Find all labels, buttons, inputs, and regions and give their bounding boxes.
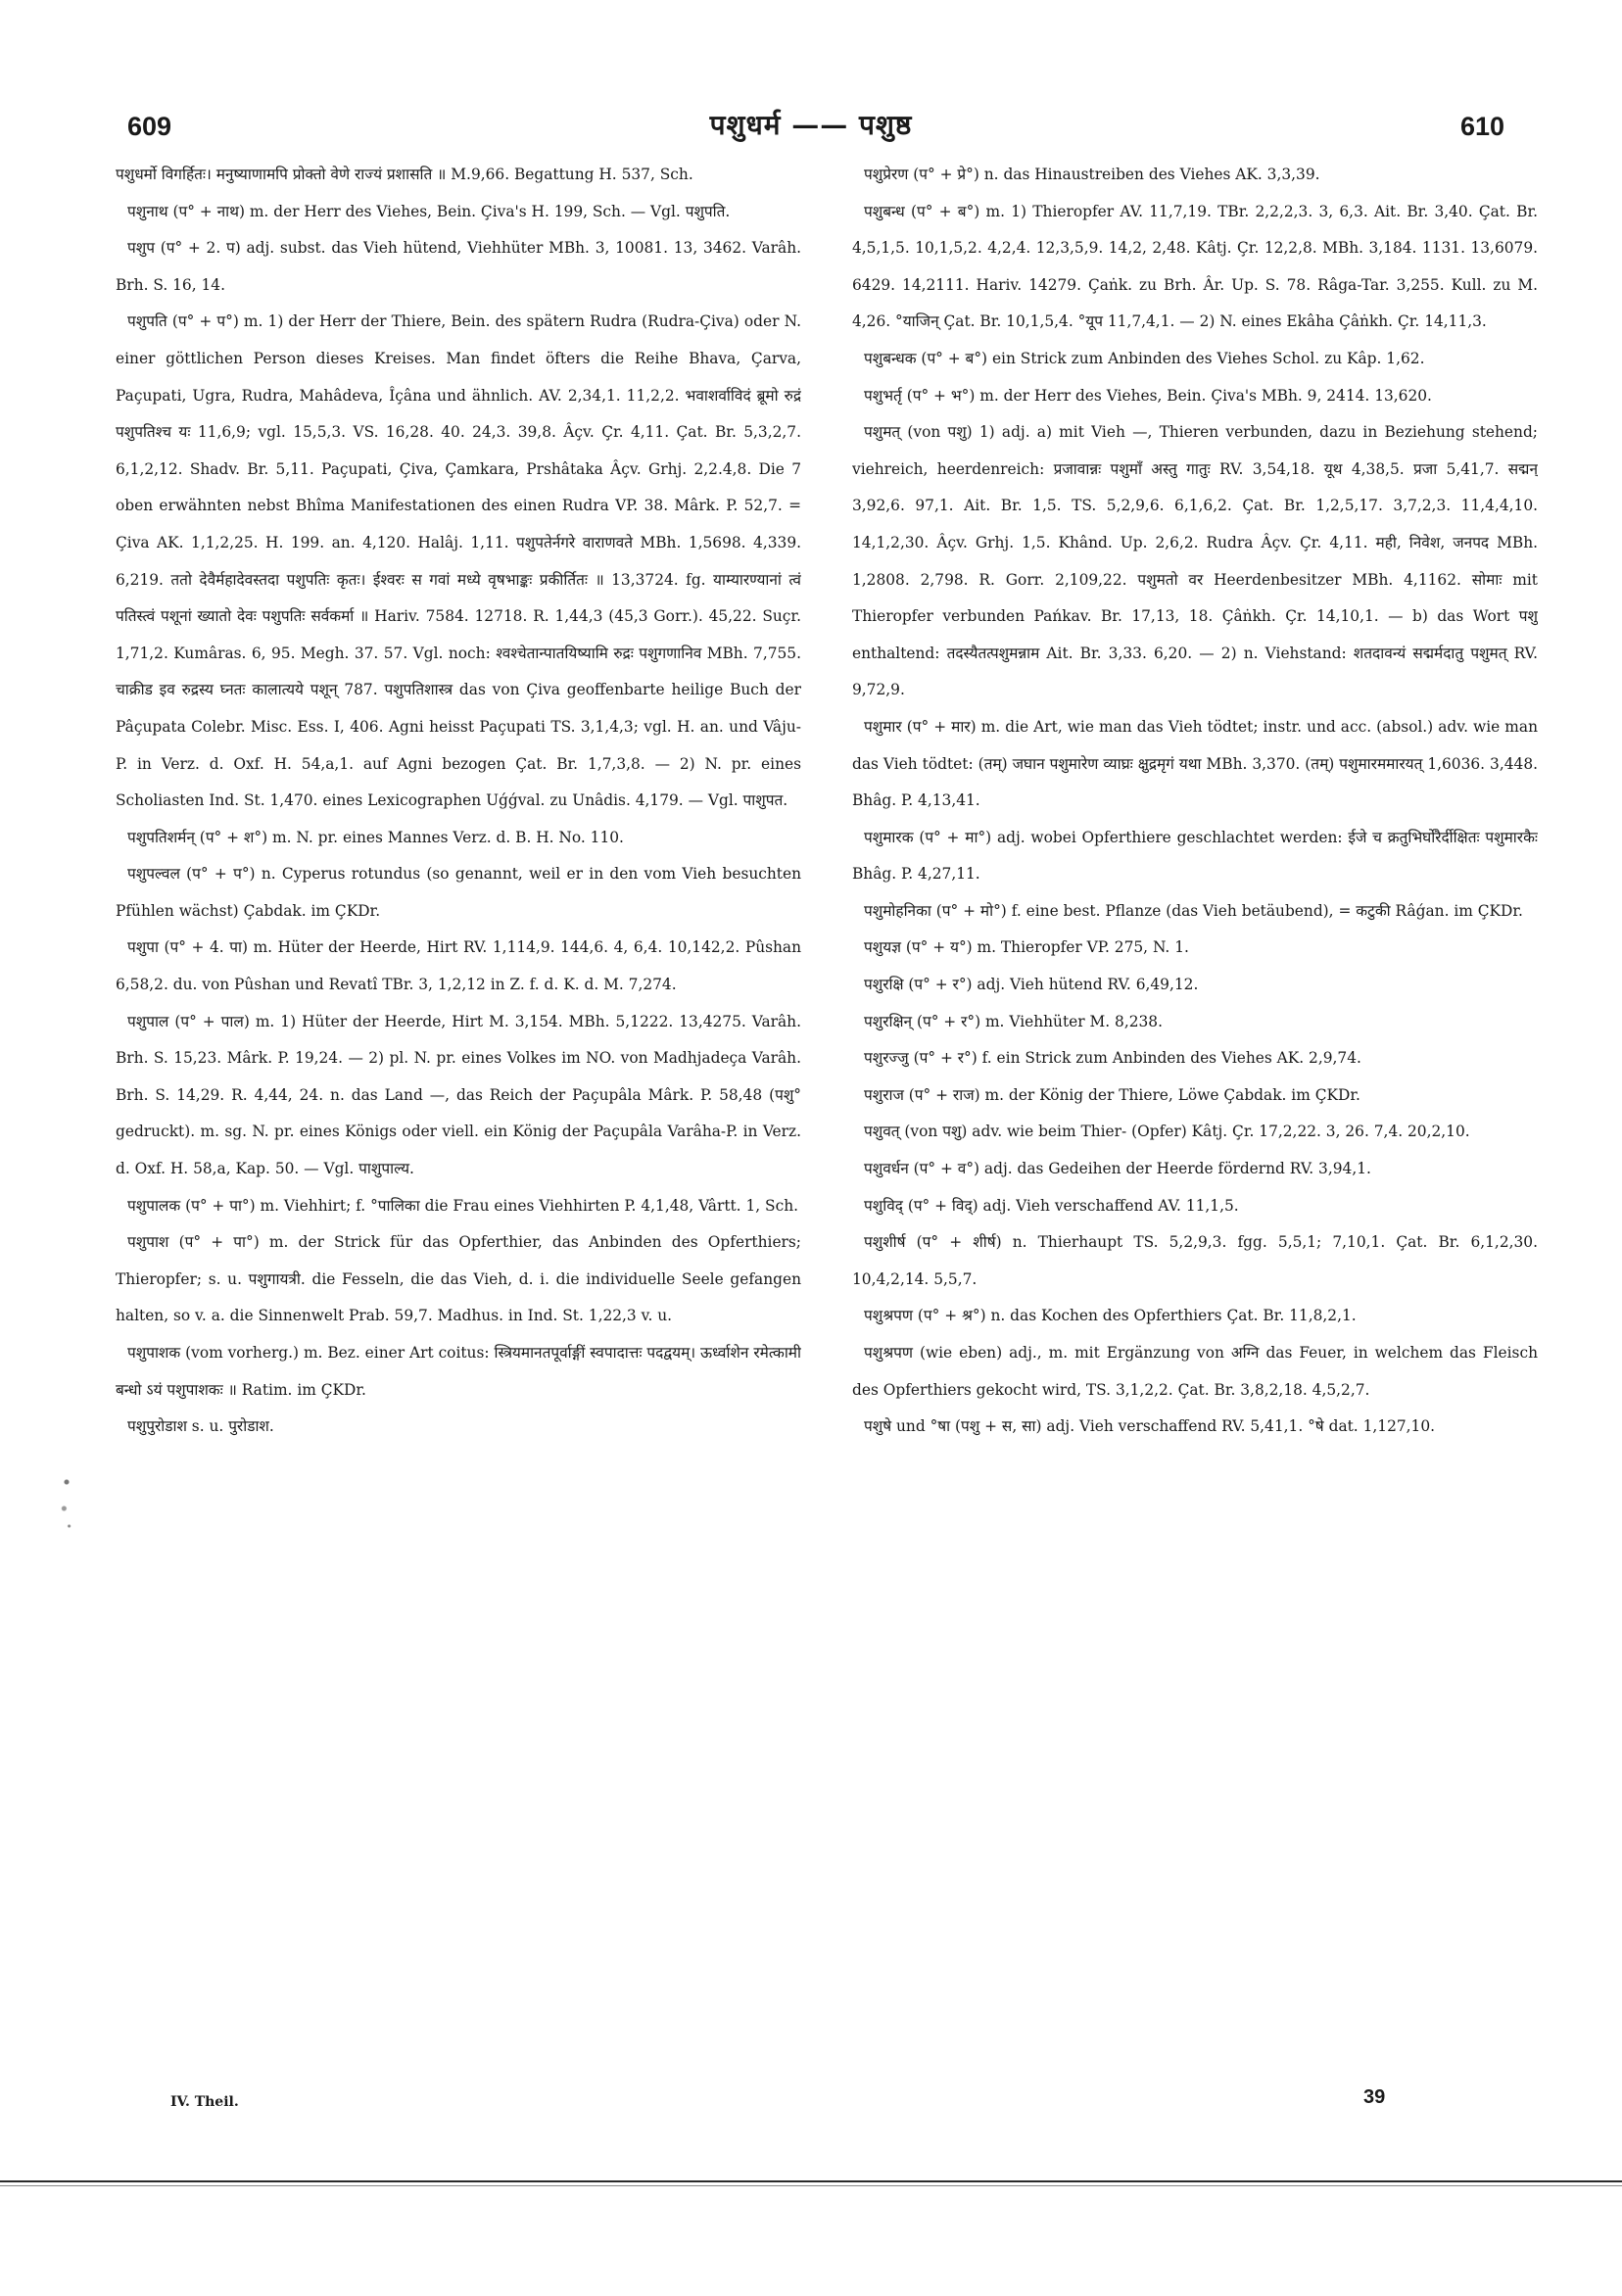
dictionary-entry: पशुपा (प° + 4. पा) m. Hüter der Heerde, Hirt RV. 1,114,9. 144,6. 4, 6,4. 10,142,2. Pûshan 6,58,2. du. von Pûshan und Revatî TBr. 3, 1,2,12 in Z. f. d. K. d. M. 7,274.	[116, 938, 801, 994]
bottom-rule	[0, 2180, 1622, 2182]
dictionary-entry: पशुपति (प° + प°) m. 1) der Herr der Thiere, Bein. des spätern Rudra (Rudra-Çiva) oder N. einer göttlichen Person dieses Kreises. Man findet öfters die Reihe Bhava, Çarva, Paçupati, Ugra, Rudra, Mahâdeva, Îçâna und ähnlich. AV. 2,34,1. 11,2,2. भवाशर्वाविदं ब्रूमो रुद्रं पशुपतिश्च यः 11,6,9; vgl. 15,5,3. VS. 16,28. 40. 24,3. 39,8. Âçv. Çr. 4,11. Çat. Br. 5,3,2,7. 6,1,2,12. Shadv. Br. 5,11. Paçupati, Çiva, Çamkara, Prshâtaka Âçv. Grhj. 2,2.4,8. Die 7 oben erwähnten nebst Bhîma Manifestationen des einen Rudra VP. 38. Mârk. P. 52,7. = Çiva AK. 1,1,2,25. H. 199. an. 4,120. Halâj. 1,11. पशुपतेर्नगरे वाराणवते MBh. 1,5698. 4,339. 6,219. ततो देवैर्महादेवस्तदा पशुपतिः कृतः। ईश्वरः स गवां मध्ये वृषभाङ्कः प्रकीर्तितः ॥ 13,3724. fg. याम्यारण्यानां त्वं पतिस्त्वं पशूनां ख्यातो देवः पशुपतिः सर्वकर्मा ॥ Hariv. 7584. 12718. R. 1,44,3 (45,3 Gorr.). 45,22. Suçr. 1,71,2. Kumâras. 6, 95. Megh. 37. 57. Vgl. noch: श्वश्चेतान्पातयिष्यामि रुद्रः पशुगणानिव MBh. 7,755. चाक्रीड इव रुद्रस्य घ्नतः कालात्यये पशून् 787. पशुपतिशास्त्र das von Çiva geoffenbarte heilige Buch der Pâçupata Colebr. Misc. Ess. I, 406. Agni heisst Paçupati TS. 3,1,4,3; vgl. H. an. und Vâju-P. in Verz. d. Oxf. H. 54,a,1. auf Agni bezogen Çat. Br. 1,7,3,8. — 2) N. pr. eines Scholiasten Ind. St. 1,470. eines Lexicographen Uǵǵval. zu Unâdis. 4,179. — Vgl. पाशुपत.	[116, 312, 801, 810]
dictionary-entry: पशुवत् (von पशु) adv. wie beim Thier- (Opfer) Kâtj. Çr. 17,2,22. 3, 26. 7,4. 20,2,10.	[864, 1123, 1470, 1141]
folio-number: 39	[1363, 2086, 1386, 2108]
dictionary-entry: पशुबन्ध (प° + ब°) m. 1) Thieropfer AV. 11,7,19. TBr. 2,2,2,3. 3, 6,3. Ait. Br. 3,40. Çat. Br. 4,5,1,5. 10,1,5,2. 4,2,4. 12,3,5,9. 14,2, 2,48. Kâtj. Çr. 12,2,8. MBh. 3,184. 1131. 13,6079. 6429. 14,2111. Hariv. 14279. Çaṅk. zu Brh. Âr. Up. S. 78. Râga-Tar. 3,255. Kull. zu M. 4,26. °याजिन् Çat. Br. 10,1,5,4. °यूप 11,7,4,1. — 2) N. eines Ekâha Çâṅkh. Çr. 14,11,3.	[852, 202, 1538, 331]
dictionary-entry: पशुरक्षि (प° + र°) adj. Vieh hütend RV. 6,49,12.	[864, 976, 1199, 994]
dictionary-entry: पशुपाश (प° + पा°) m. der Strick für das Opferthier, das Anbinden des Opferthiers; Thieropfer; s. u. पशुगायत्री. die Fesseln, die das Vieh, d. i. die individuelle Seele gefangen halten, so v. a. die Sinnenwelt Prab. 59,7. Madhus. in Ind. St. 1,22,3 v. u.	[116, 1233, 801, 1325]
dictionary-entry: पशुबन्धक (प° + ब°) ein Strick zum Anbinden des Viehes Schol. zu Kâp. 1,62.	[864, 349, 1425, 367]
dictionary-entry: पशुपालक (प° + पा°) m. Viehhirt; f. °पालिका die Frau eines Viehhirten P. 4,1,48, Vârtt. 1, Sch.	[127, 1196, 799, 1215]
dictionary-entry: पशुरक्षिन् (प° + र°) m. Viehhüter M. 8,238.	[864, 1012, 1163, 1030]
dictionary-entry: पशुराज (प° + राज) m. der König der Thiere, Löwe Çabdak. im ÇKDr.	[864, 1085, 1360, 1104]
dictionary-entry: पशुपुरोडाश s. u. पुरोडाश.	[127, 1417, 274, 1436]
dictionary-entry: पशुमत् (von पशु) 1) adj. a) mit Vieh —, Thieren verbunden, dazu in Beziehung stehend; viehreich, heerdenreich: प्रजावान्नः पशुमाँ अस्तु गातुः RV. 3,54,18. यूथ 4,38,5. प्रजा 5,41,7. सद्मन् 3,92,6. 97,1. Ait. Br. 1,5. TS. 5,2,9,6. 6,1,6,2. Çat. Br. 1,2,5,17. 3,7,2,3. 11,4,4,10. 14,1,2,30. Âçv. Grhj. 1,5. Khând. Up. 2,6,2. Rudra Âçv. Çr. 4,11. मही, निवेश, जनपद MBh. 1,2808. 2,798. R. Gorr. 2,109,22. पशुमतो वर Heerdenbesitzer MBh. 4,1162. सोमाः mit Thieropfer verbunden Pańkav. Br. 17,13, 18. Çâṅkh. Çr. 14,10,1. — b) das Wort पशु enthaltend: तदस्यैतत्पशुमन्नाम Ait. Br. 3,33. 6,20. — 2) n. Viehstand: शतदावन्यं सद्मर्मदातु पशुमत् RV. 9,72,9.	[852, 423, 1538, 699]
bottom-rule-thin	[0, 2185, 1622, 2186]
paper-speck	[54, 1456, 79, 1544]
dictionary-entry: पशुपाशक (vom vorherg.) m. Bez. einer Art coitus: स्त्रियमानतपूर्वाङ्गीं स्वपादात्तः पदद्वयम्। ऊर्ध्वाशेन रमेत्कामी बन्धो ऽयं पशुपाशकः ॥ Ratim. im ÇKDr.	[116, 1344, 801, 1399]
dictionary-entry: पशुपाल (प° + पाल) m. 1) Hüter der Heerde, Hirt M. 3,154. MBh. 5,1222. 13,4275. Varâh. Brh. S. 15,23. Mârk. P. 19,24. — 2) pl. N. pr. eines Volkes im NO. von Madhjadeça Varâh. Brh. S. 14,29. R. 4,44, 24. n. das Land —, das Reich der Paçupâla Mârk. P. 58,48 (पशु° gedruckt). m. sg. N. pr. eines Königs oder viell. ein König der Paçupâla Varâha-P. in Verz. d. Oxf. H. 58,a, Kap. 50. — Vgl. पाशुपाल्य.	[116, 1012, 801, 1178]
dictionary-entry: पशुभर्तृ (प° + भ°) m. der Herr des Viehes, Bein. Çiva's MBh. 9, 2414. 13,620.	[864, 386, 1432, 405]
dictionary-entry: पशुमार (प° + मार) m. die Art, wie man das Vieh tödtet; instr. und acc. (absol.) adv. wie man das Vieh tödtet: (तम्) जघान पशुमारेण व्याघ्रः क्षुद्रमृगं यथा MBh. 3,370. (तम्) पशुमारममारयत् 1,6036. 3,448. Bhâg. P. 4,13,41.	[852, 717, 1538, 810]
sheet-signature: IV. Theil.	[170, 2094, 239, 2110]
dictionary-entry: पशुश्रपण (wie eben) adj., m. mit Ergänzung von अग्नि das Feuer, in welchem das Fleisch des Opferthiers gekocht wird, TS. 3,1,2,2. Çat. Br. 3,8,2,18. 4,5,2,7.	[852, 1344, 1538, 1399]
dictionary-entry: पशुपतिशर्मन् (प° + श°) m. N. pr. eines Mannes Verz. d. B. H. No. 110.	[127, 828, 624, 846]
dictionary-entry: पशुषे und °षा (पशु + स, सा) adj. Vieh verschaffend RV. 5,41,1. °षे dat. 1,127,10.	[864, 1417, 1436, 1436]
dictionary-entry: पशुप (प° + 2. प) adj. subst. das Vieh hütend, Viehhüter MBh. 3, 10081. 13, 3462. Varâh. Brh. S. 16, 14.	[116, 239, 801, 294]
dictionary-entry: पशुप्रेरण (प° + प्रे°) n. das Hinaustreiben des Viehes AK. 3,3,39.	[864, 166, 1320, 183]
dictionary-entry: पशुनाथ (प° + नाथ) m. der Herr des Viehes, Bein. Çiva's H. 199, Sch. — Vgl. पशुपति.	[127, 202, 731, 220]
running-title: पशुधर्म —— पशुष्ठ	[709, 109, 913, 141]
page-number-left: 609	[127, 112, 172, 141]
dictionary-entry: पशुश्रपण (प° + श्र°) n. das Kochen des Opferthiers Çat. Br. 11,8,2,1.	[864, 1307, 1357, 1325]
left-column	[116, 157, 801, 2106]
dictionary-entry: पशुशीर्ष (प° + शीर्ष) n. Thierhaupt TS. 5,2,9,3. fgg. 5,5,1; 7,10,1. Çat. Br. 6,1,2,30. 10,4,2,14. 5,5,7.	[852, 1233, 1538, 1288]
right-column	[852, 157, 1538, 2106]
dictionary-entry: पशुविद् (प° + विद्) adj. Vieh verschaffend AV. 11,1,5.	[864, 1196, 1239, 1215]
dictionary-entry: पशुरज्जु (प° + र°) f. ein Strick zum Anbinden des Viehes AK. 2,9,74.	[864, 1049, 1361, 1068]
dictionary-entry: पशुमोहनिका (प° + मो°) f. eine best. Pflanze (das Vieh betäubend), = कटुकी Râǵan. im ÇKDr.	[864, 901, 1523, 920]
dictionary-entry: पशुयज्ञ (प° + य°) m. Thieropfer VP. 275, N. 1.	[864, 938, 1189, 957]
page-number-right: 610	[1459, 112, 1504, 141]
dictionary-entry: पशुधर्मो विगर्हितः। मनुष्याणामपि प्रोक्तो वेणे राज्यं प्रशासति ॥ M.9,66. Begattung H. 537, Sch.	[116, 166, 693, 183]
dictionary-entry: पशुपल्वल (प° + प°) n. Cyperus rotundus (so genannt, weil er in den vom Vieh besuchten Pfühlen wächst) Çabdak. im ÇKDr.	[116, 865, 801, 920]
page-header	[118, 106, 1504, 149]
dictionary-entry: पशुमारक (प° + मा°) adj. wobei Opferthiere geschlachtet werden: ईजे च क्रतुभिर्घोरैर्दीक्षितः पशुमारकैः Bhâg. P. 4,27,11.	[852, 828, 1538, 884]
dictionary-entry: पशुवर्धन (प° + व°) adj. das Gedeihen der Heerde fördernd RV. 3,94,1.	[864, 1160, 1371, 1178]
